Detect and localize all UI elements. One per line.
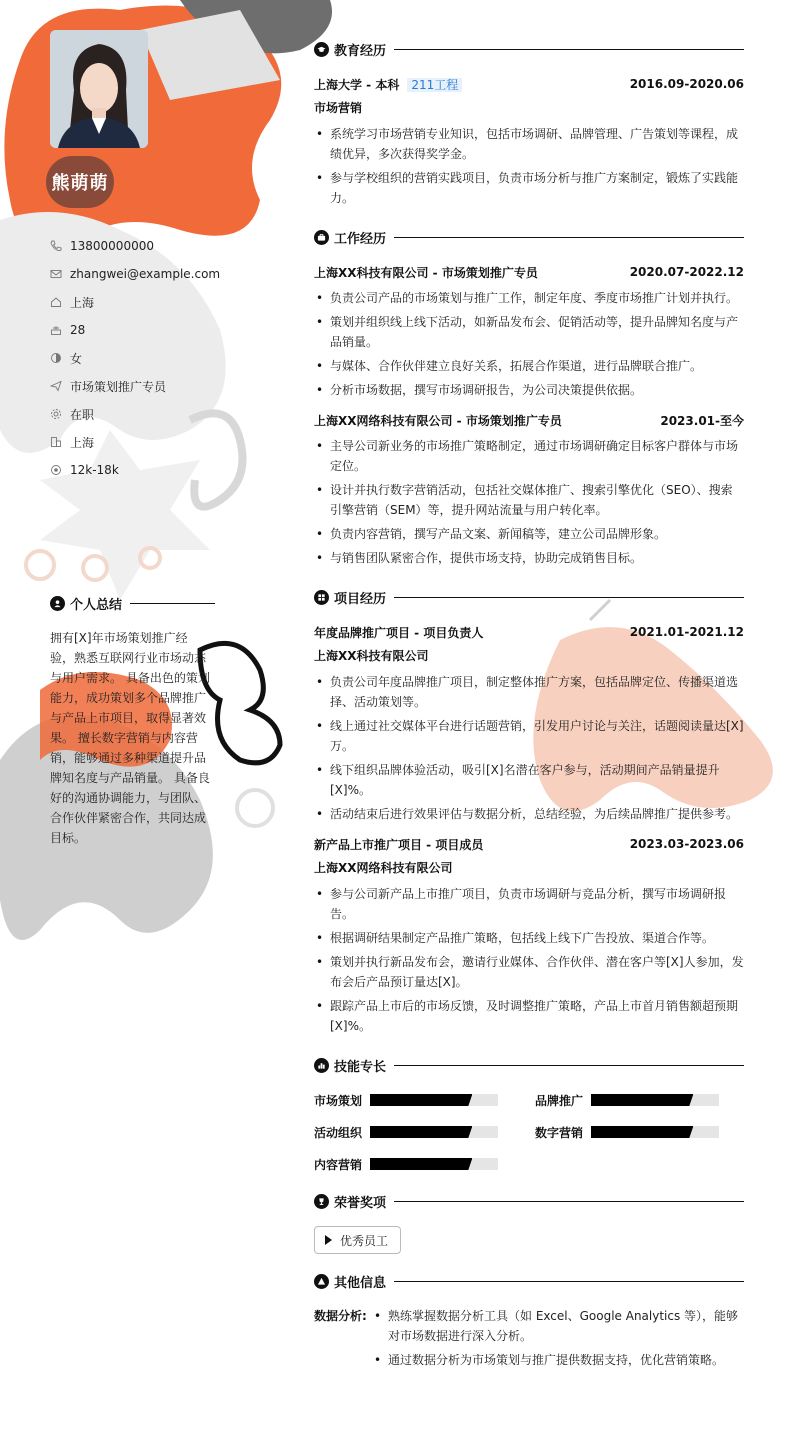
divider xyxy=(394,49,744,50)
trophy-icon xyxy=(314,1194,329,1209)
awards-title: 荣誉奖项 xyxy=(334,1195,387,1211)
skill-item xyxy=(535,1090,744,1110)
list-item: • 系统学习市场营销专业知识，包括市场调研、品牌管理、广告策划等课程，成绩优异，多次获得奖学金。 xyxy=(314,124,744,164)
education-tag: 211工程 xyxy=(407,78,462,92)
skill-bar xyxy=(370,1126,498,1138)
education-section-header xyxy=(314,38,744,60)
grid-icon xyxy=(314,590,329,605)
divider xyxy=(394,1281,744,1282)
user-icon xyxy=(50,596,65,611)
job-date: 2023.01-至今 xyxy=(660,413,744,428)
list-item: • 与媒体、合作伙伴建立良好关系，拓展合作渠道，进行品牌联合推广。 xyxy=(314,356,744,376)
divider xyxy=(394,597,744,598)
list-item: • 参与学校组织的营销实践项目，负责市场分析与推广方案制定，锻炼了实践能力。 xyxy=(314,168,744,208)
list-item: • 策划并组织线上线下活动，如新品发布会、促销活动等，提升品牌知名度与产品销量。 xyxy=(314,312,744,352)
list-item: • 线下组织品牌体验活动，吸引[X]名潜在客户参与，活动期间产品销量提升[X]%。 xyxy=(314,760,744,800)
coin-icon xyxy=(50,464,62,476)
mail-icon xyxy=(50,268,62,280)
phone-value: 13800000000 xyxy=(70,239,154,253)
education-row xyxy=(314,74,744,94)
location-value: 上海 xyxy=(70,295,95,310)
skill-bar-fill xyxy=(370,1126,472,1138)
project-header: 新产品上市推广项目 - 项目成员 xyxy=(314,837,484,852)
skill-bar-fill xyxy=(370,1158,472,1170)
education-school-wrap xyxy=(314,76,462,93)
skill-bar-fill xyxy=(591,1126,693,1138)
list-item: • 分析市场数据，撰写市场调研报告，为公司决策提供依据。 xyxy=(314,380,744,400)
info-icon xyxy=(314,1274,329,1289)
graduation-cap-icon xyxy=(314,42,329,57)
list-item: • 通过数据分析为市场策划与推广提供数据支持，优化营销策略。 xyxy=(372,1350,744,1370)
email-value: zhangwei@example.com xyxy=(70,267,221,281)
skill-bar xyxy=(591,1094,719,1106)
work-title: 工作经历 xyxy=(334,231,387,247)
skills-grid xyxy=(314,1090,744,1174)
divider xyxy=(394,1201,744,1202)
ring-4 xyxy=(237,790,273,826)
projects-title: 项目经历 xyxy=(334,591,387,607)
education-school: 上海大学 - 本科 xyxy=(314,77,400,92)
list-item: • 熟练掌握数据分析工具（如 Excel、Google Analytics 等），能够对市场数据进行深入分析。 xyxy=(372,1306,744,1346)
project-bullets xyxy=(314,884,744,1036)
candidate-name: 熊萌萌 xyxy=(51,173,109,194)
contact-info xyxy=(50,232,250,484)
list-item: • 线上通过社交媒体平台进行话题营销，引发用户讨论与关注，话题阅读量达[X]万。 xyxy=(314,716,744,756)
project-date: 2023.03-2023.06 xyxy=(629,837,744,851)
city-value: 上海 xyxy=(70,435,95,450)
skill-item xyxy=(314,1090,535,1110)
award-item xyxy=(314,1226,401,1254)
send-icon xyxy=(50,380,62,392)
portrait-illustration xyxy=(50,30,148,148)
list-item: • 跟踪产品上市后的市场反馈，及时调整推广策略，产品上市首月销售额超预期[X]%。 xyxy=(314,996,744,1036)
award-label: 优秀员工 xyxy=(340,1233,389,1248)
list-item: • 负责公司产品的市场策划与推广工作，制定年度、季度市场推广计划并执行。 xyxy=(314,288,744,308)
list-item: • 设计并执行数字营销活动，包括社交媒体推广、搜索引擎优化（SEO）、搜索引擎营销（SEM）等，提升网站流量与用户转化率。 xyxy=(314,480,744,520)
projects-section-header xyxy=(314,586,744,608)
contact-salary xyxy=(50,456,250,484)
name-badge xyxy=(46,156,114,208)
divider xyxy=(394,237,744,238)
job-date: 2020.07-2022.12 xyxy=(629,265,744,279)
job-header-row xyxy=(314,262,744,282)
skill-label: 市场策划 xyxy=(314,1093,363,1108)
black-loop xyxy=(200,643,280,763)
project-bullets xyxy=(314,672,744,824)
education-bullets xyxy=(314,124,744,208)
ring-2 xyxy=(83,556,107,580)
job-header: 上海XX网络科技有限公司 - 市场策划推广专员 xyxy=(314,413,562,428)
project-header: 年度品牌推广项目 - 项目负责人 xyxy=(314,625,484,640)
contact-status xyxy=(50,400,250,428)
skill-bar-fill xyxy=(591,1094,693,1106)
job-header: 上海XX科技有限公司 - 市场策划推广专员 xyxy=(314,265,538,280)
skill-bar-fill xyxy=(370,1094,472,1106)
other-title: 其他信息 xyxy=(334,1275,387,1291)
other-row xyxy=(314,1306,744,1374)
education-title: 教育经历 xyxy=(334,43,387,59)
skill-label: 活动组织 xyxy=(314,1125,363,1140)
list-item: • 根据调研结果制定产品推广策略，包括线上线下广告投放、渠道合作等。 xyxy=(314,928,744,948)
list-item: • 活动结束后进行效果评估与数据分析，总结经验，为后续品牌推广提供参考。 xyxy=(314,804,744,824)
list-item: • 参与公司新产品上市推广项目，负责市场调研与竞品分析，撰写市场调研报告。 xyxy=(314,884,744,924)
skill-bar xyxy=(370,1094,498,1106)
contact-location xyxy=(50,288,250,316)
position-value: 市场策划推广专员 xyxy=(70,379,167,394)
list-item: • 主导公司新业务的市场推广策略制定，通过市场调研确定目标客户群体与市场定位。 xyxy=(314,436,744,476)
salary-value: 12k-18k xyxy=(70,463,119,477)
divider xyxy=(130,603,215,604)
job-bullets xyxy=(314,436,744,568)
awards-section-header xyxy=(314,1190,744,1212)
list-item: • 负责公司年度品牌推广项目，制定整体推广方案，包括品牌定位、传播渠道选择、活动策划等。 xyxy=(314,672,744,712)
ring-1 xyxy=(26,551,54,579)
project-header-row xyxy=(314,622,744,642)
contact-age xyxy=(50,316,250,344)
skill-bar xyxy=(591,1126,719,1138)
age-value: 28 xyxy=(70,323,86,337)
gender-value: 女 xyxy=(70,351,83,366)
education-major: 市场营销 xyxy=(314,101,363,115)
avatar xyxy=(50,30,148,148)
list-item: • 负责内容营销，撰写产品文案、新闻稿等，建立公司品牌形象。 xyxy=(314,524,744,544)
briefcase-icon xyxy=(314,230,329,245)
contact-phone xyxy=(50,232,250,260)
cake-icon xyxy=(50,324,62,336)
skill-item xyxy=(535,1122,744,1142)
status-value: 在职 xyxy=(70,407,95,422)
triangle-right-icon xyxy=(325,1235,332,1245)
list-item: • 与销售团队紧密合作，提供市场支持，协助完成销售目标。 xyxy=(314,548,744,568)
project-date: 2021.01-2021.12 xyxy=(629,625,744,639)
main-content xyxy=(314,38,744,1374)
contact-email xyxy=(50,260,250,288)
contact-gender xyxy=(50,344,250,372)
project-company: 上海XX网络科技有限公司 xyxy=(314,861,453,875)
other-bullets xyxy=(372,1306,744,1374)
phone-icon xyxy=(50,240,62,252)
project-company: 上海XX科技有限公司 xyxy=(314,649,429,663)
contact-city xyxy=(50,428,250,456)
gear-icon xyxy=(50,408,62,420)
skills-section-header xyxy=(314,1054,744,1076)
building-icon xyxy=(50,436,62,448)
other-section-header xyxy=(314,1270,744,1292)
education-date: 2016.09-2020.06 xyxy=(629,77,744,91)
skill-bar xyxy=(370,1158,498,1170)
home-icon xyxy=(50,296,62,308)
summary-title: 个人总结 xyxy=(70,598,123,613)
skill-label: 品牌推广 xyxy=(535,1093,584,1108)
skill-item xyxy=(314,1122,535,1142)
project-header-row xyxy=(314,834,744,854)
divider xyxy=(394,1065,744,1066)
other-key: 数据分析: xyxy=(314,1309,367,1323)
contact-position xyxy=(50,372,250,400)
skill-label: 内容营销 xyxy=(314,1157,363,1172)
skill-item xyxy=(314,1154,535,1174)
summary-text: 拥有[X]年市场策划推广经验，熟悉互联网行业市场动态与用户需求。 具备出色的策划能力，成功策划多个品牌推广与产品上市项目，取得显著效果。 擅长数字营销与内容营销，能够通过多种渠道提升品牌知名度与产品销量。 具备良好的沟通协调能力，与团队、合作伙伴紧密合作，共同达成目标。 xyxy=(50,631,210,845)
skill-label: 数字营销 xyxy=(535,1125,584,1140)
list-item: • 策划并执行新品发布会，邀请行业媒体、合作伙伴、潜在客户等[X]人参加，发布会后产品预订量达[X]。 xyxy=(314,952,744,992)
summary-section-header xyxy=(50,594,215,613)
job-header-row xyxy=(314,410,744,430)
work-section-header xyxy=(314,226,744,248)
gender-icon xyxy=(50,352,62,364)
skills-title: 技能专长 xyxy=(334,1059,387,1075)
job-bullets xyxy=(314,288,744,400)
bar-chart-icon xyxy=(314,1058,329,1073)
